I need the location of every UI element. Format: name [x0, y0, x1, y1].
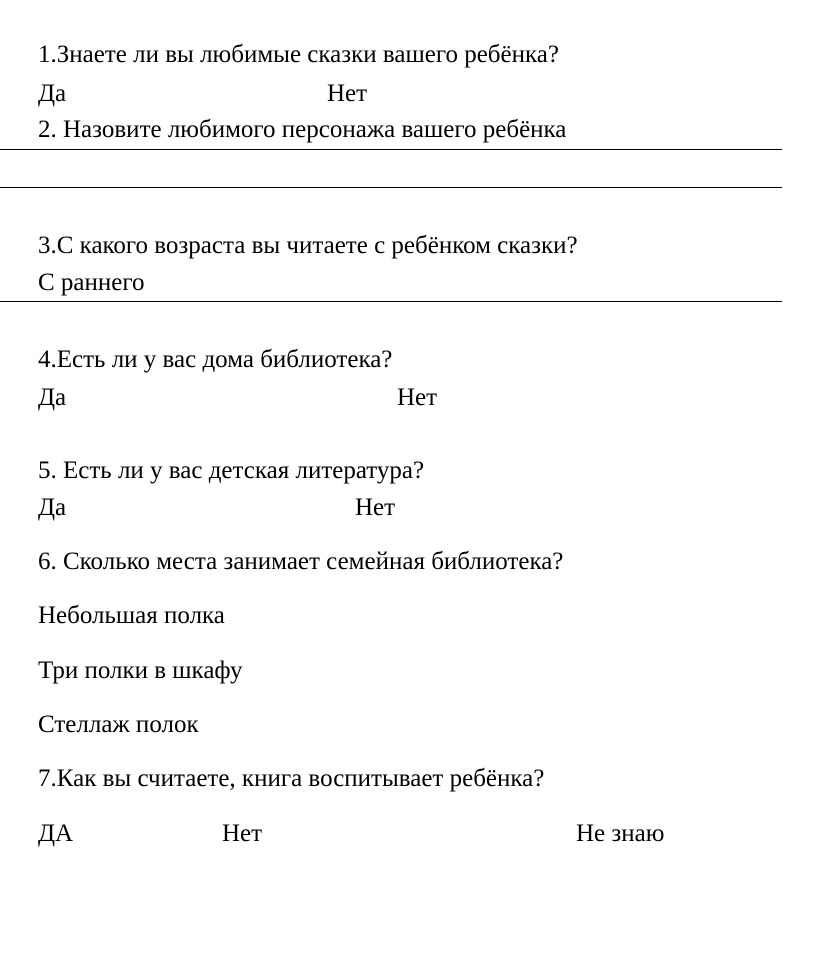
answer-line-3[interactable]	[0, 301, 782, 302]
question-6-text: 6. Сколько места занимает семейная библиотека?	[38, 548, 564, 575]
question-1-text: 1.Знаете ли вы любимые сказки вашего ребёнка?	[38, 41, 559, 68]
question-7-option-no[interactable]: Нет	[222, 820, 263, 847]
question-4-option-yes[interactable]: Да	[38, 384, 67, 411]
question-5-option-yes[interactable]: Да	[38, 494, 67, 521]
question-7-option-dont-know[interactable]: Не знаю	[576, 820, 665, 847]
question-6-option-three-shelves[interactable]: Три полки в шкафу	[38, 657, 243, 684]
question-6-option-rack[interactable]: Стеллаж полок	[38, 711, 199, 738]
answer-line-2[interactable]	[0, 187, 782, 188]
question-3-text: 3.С какого возраста вы читаете с ребёнком сказки?	[38, 232, 578, 259]
question-2-text: 2. Назовите любимого персонажа вашего ребёнка	[38, 116, 567, 143]
question-4-option-no[interactable]: Нет	[397, 384, 438, 411]
question-4-text: 4.Есть ли у вас дома библиотека?	[38, 346, 393, 373]
question-6-option-small-shelf[interactable]: Небольшая полка	[38, 602, 225, 629]
question-1-option-no[interactable]: Нет	[327, 80, 368, 107]
question-7-text: 7.Как вы считаете, книга воспитывает ребёнка?	[38, 765, 545, 792]
question-7-option-yes[interactable]: ДА	[38, 820, 74, 847]
answer-line-1[interactable]	[0, 149, 782, 150]
question-5-text: 5. Есть ли у вас детская литература?	[38, 457, 425, 484]
question-5-option-no[interactable]: Нет	[355, 494, 396, 521]
question-1-option-yes[interactable]: Да	[38, 80, 67, 107]
question-3-answer: С раннего	[38, 269, 145, 296]
